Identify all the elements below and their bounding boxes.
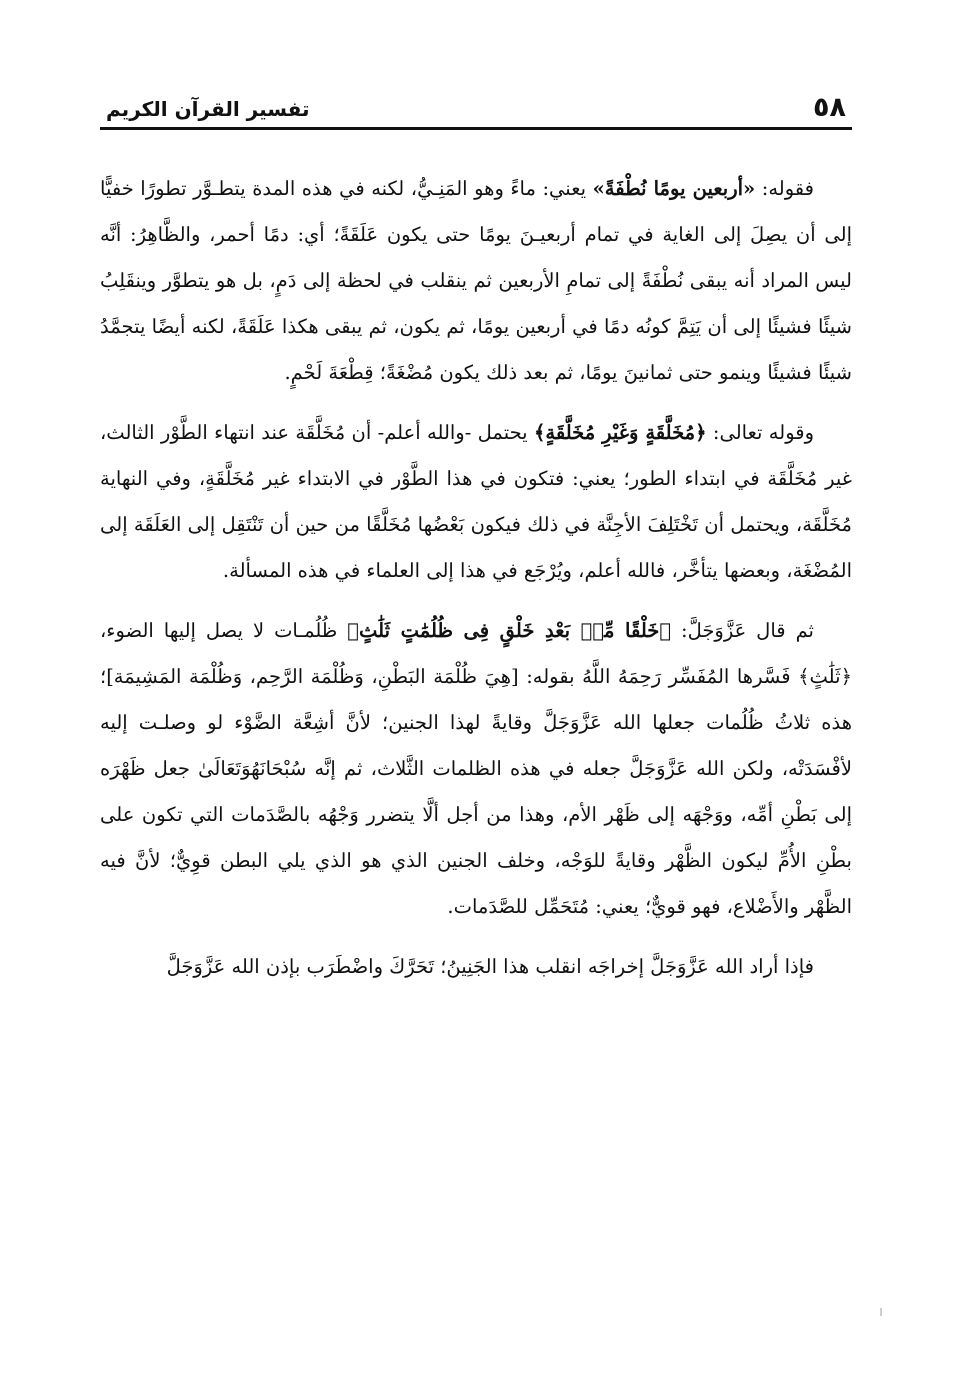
quran-verse: ﴿خَلْقًا مِّنۢ بَعْدِ خَلْقٍ فِى ظُلُمَٰتٍ ثَلَٰثٍ﴾	[347, 619, 672, 642]
paragraph-lead: وقوله تعالى:	[706, 421, 815, 444]
body-text	[100, 166, 852, 1316]
scan-mark	[880, 1308, 882, 1316]
paragraph-text: ظُلُمـات لا يصل إليها الضوء، ﴿ثَلَٰثٍ﴾ فَسَّرها المُفَسِّر رَحِمَهُ اللَّهُ بقوله: [هِيَ ظُلْمَة البَطْنِ، وَظُلْمَة الرَّحِم، وَظُلْمَة المَشِيمَة]؛ هذه ثلاثُ ظُلُمات جعلها الله عَزَّوَجَلَّ وقايةً لهذا الجنين؛ لأنَّ أشِعَّة الضَّوْء لو وصلـت إليه لأفْسَدَتْه، ولكن الله عَزَّوَجَلَّ جعله في هذه الظلمات الثَّلاث، ثم إنَّه سُبْحَانَهُوَتَعَالَىٰ جعل ظَهْرَه إلى بَطْنِ أمِّه، ووَجْهَه إلى ظَهْر الأم، وهذا من أجل ألَّا يتضرر وَجْهُه بالصَّدَمات التي تكون على بطْنِ الأُمِّ ليكون الظَّهْر وقايةً للوَجْه، وخلف الجنين الذي هو الذي يلي البطن قوِيٌّ؛ لأنَّ فيه الظَّهْر والأَضْلاع، فهو قويٌّ؛ يعني: مُتَحَمِّل للصَّدَمات.	[100, 619, 852, 918]
paragraph-birth	[100, 944, 852, 990]
paragraph-lead: ثم قال عَزَّوَجَلَّ:	[671, 619, 814, 642]
header-rule	[100, 127, 852, 130]
page-number: ٥٨	[813, 92, 846, 123]
quoted-phrase: «أربعين يومًا نُطْفَةً»	[592, 177, 756, 200]
paragraph-lead: فقوله:	[755, 177, 814, 200]
paragraph-text: يعني: ماءً وهو المَنِـيُّ، لكنه في هذه المدة يتطـوَّر تطورًا خفيًّا إلى أن يصِلَ إلى الغاية في تمام أربعيـنَ يومًا حتى يكون عَلَقَةً؛ أي: دمًا أحمر، والظَّاهِرُ: أنَّه ليس المراد أنه يبقى نُطْفَةً إلى تمامِ الأربعين ثم ينقلب في لحظة إلى دَمٍ، بل هو يتطوَّر وينقَلِبُ شيئًا فشيئًا إلى أن يَتِمَّ كونُه دمًا في أربعين يومًا، ثم يكون، ثم يبقى هكذا عَلَقَةً، لكنه أيضًا يتجمَّدُ شيئًا فشيئًا وينمو حتى ثمانينَ يومًا، ثم بعد ذلك يكون مُضْغَةً؛ قِطْعَةَ لَحْمٍ.	[100, 177, 852, 384]
running-title: تفسير القرآن الكريم	[106, 97, 310, 121]
paragraph-nutfa	[100, 166, 852, 396]
paragraph-three-darknesses	[100, 608, 852, 930]
paragraph-text: فإذا أراد الله عَزَّوَجَلَّ إخراجَه انقلب هذا الجَنِينُ؛ تَحَرَّكَ واضْطَرَب بإذن الله عَزَّوَجَلَّ	[166, 955, 814, 978]
paragraph-mukhallaqa	[100, 410, 852, 594]
paragraph-text: يحتمل -والله أعلم- أن مُخَلَّقَة عند انتهاء الطَّوْر الثالث، غير مُخَلَّقَة في ابتداء الطور؛ يعني: فتكون في هذا الطَّوْر في الابتداء غير مُخَلَّقَةٍ، وفي النهاية مُخَلَّقَة، ويحتمل أن تَخْتَلِفَ الأجِنَّة في ذلك فيكون بَعْضُها مُخَلَّقًا من حين أن تَنْتَقِل إلى العَلَقَة إلى المُضْغَة، وبعضها يتأخَّر، فالله أعلم، ويُرْجَع في هذا إلى العلماء في هذه المسألة.	[100, 421, 852, 582]
quran-verse: ﴿مُخَلَّقَةٍ وَغَيْرِ مُخَلَّقَةٍ﴾	[533, 421, 707, 444]
page-header	[100, 92, 852, 130]
